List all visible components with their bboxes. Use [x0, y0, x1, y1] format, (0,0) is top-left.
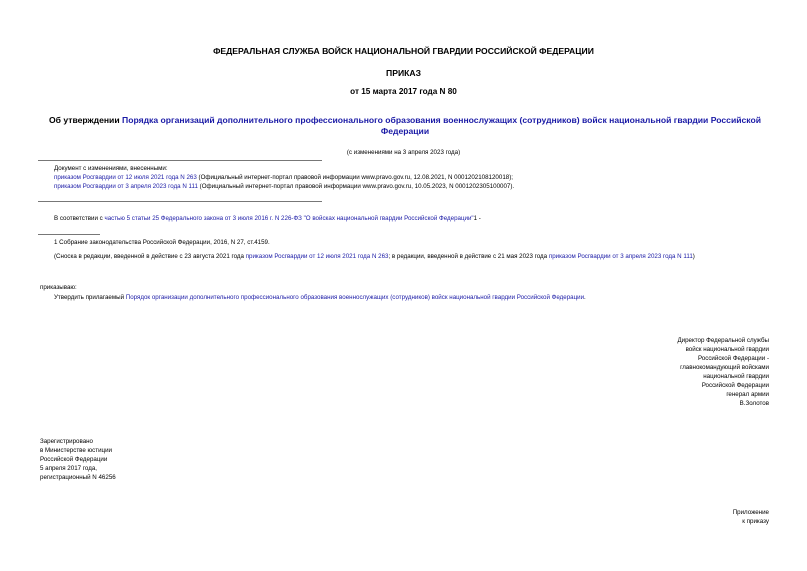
changes-intro: Документ с изменениями, внесенными:: [54, 165, 168, 172]
signature-line: генерал армии: [726, 391, 769, 398]
title-prefix: Об утверждении: [48, 115, 123, 125]
agency-name: ФЕДЕРАЛЬНАЯ СЛУЖБА ВОЙСК НАЦИОНАЛЬНОЙ ГВАРДИИ РОССИЙСКОЙ ФЕДЕРАЦИИ: [213, 46, 594, 56]
registration-line: регистрационный N 46256: [40, 474, 116, 481]
signature-line: главнокомандующий войсками: [680, 364, 769, 371]
signature-line: национальной гвардии: [703, 373, 769, 380]
appendix-line: к приказу: [742, 518, 769, 525]
separator-bottom: [38, 201, 322, 202]
basis-prefix: В соответствии с: [54, 215, 105, 222]
registration-block: [40, 437, 240, 482]
footnote-text: 1 Собрание законодательства Российской Федерации, 2016, N 27, ст.4159.: [54, 239, 270, 246]
change-source: (Официальный интернет-портал правовой информации www.pravo.gov.ru, 12.08.2021, N 0001202108120018);: [196, 174, 513, 181]
signature-line: Российской Федерации -: [697, 355, 769, 362]
order-word: приказываю:: [40, 284, 77, 291]
change-item: [54, 173, 774, 182]
footnote-revision-text: ; в редакции, введенной в действие с 21 мая 2023 года: [388, 253, 549, 260]
footnote-link-2021[interactable]: приказом Росгвардии от 12 июля 2021 года N 263: [245, 253, 389, 260]
registration-line: Зарегистрировано: [40, 438, 93, 445]
footnote-revision-text: (Сноска в редакции, введенной в действие с 23 августа 2021 года: [54, 253, 246, 260]
registration-line: в Министерстве юстиции: [40, 447, 113, 454]
basis-law-link[interactable]: частью 5 статьи 25 Федерального закона от 3 июля 2016 г. N 226-ФЗ "О войсках национальной гвардии Российской Федерации": [104, 215, 474, 222]
footnote-separator: [38, 234, 100, 235]
change-source: (Официальный интернет-портал правовой информации www.pravo.gov.ru, 10.05.2023, N 0001202305100007).: [197, 183, 515, 190]
separator-top: [38, 160, 322, 161]
footnote-revision: [40, 252, 768, 261]
footnote-link-2023[interactable]: приказом Росгвардии от 3 апреля 2023 года N 111: [548, 253, 693, 260]
registration-line: Российской Федерации: [40, 456, 108, 463]
change-item: [54, 182, 774, 191]
title-link[interactable]: Порядка организаций дополнительного профессионального образования военнослужащих (сотрудников) войск национальной гвардии Российской Федерации: [122, 115, 762, 136]
document-date-number: от 15 марта 2017 года N 80: [350, 87, 457, 96]
registration-line: 5 апреля 2017 года,: [40, 465, 97, 472]
order-suffix: .: [584, 294, 586, 301]
appendix-block: [609, 508, 769, 526]
document-type: ПРИКАЗ: [386, 68, 421, 78]
document-title: [40, 115, 770, 137]
procedure-link[interactable]: Порядок организации дополнительного профессионального образования военнослужащих (сотрудников) войск национальной гвардии Российской Федерации: [125, 294, 585, 301]
signature-block: [549, 336, 769, 408]
signature-line: Директор Федеральной службы: [677, 337, 769, 344]
change-link-2021[interactable]: приказом Росгвардии от 12 июля 2021 года N 263: [54, 174, 197, 181]
change-link-2023[interactable]: приказом Росгвардии от 3 апреля 2023 года N 111: [54, 183, 198, 190]
appendix-line: Приложение: [732, 509, 769, 516]
signature-line: Российской Федерации: [701, 382, 769, 389]
order-paragraph: [54, 293, 774, 302]
revision-note: (с изменениями на 3 апреля 2023 года): [346, 149, 461, 156]
footnote-revision-text: ): [692, 253, 695, 260]
changes-block: [54, 164, 774, 191]
basis-suffix: 1 -: [473, 215, 481, 222]
order-prefix: Утвердить прилагаемый: [54, 294, 126, 301]
signature-line: войск национальной гвардии: [685, 346, 769, 353]
signature-name: В.Золотов: [739, 400, 769, 407]
basis-paragraph: [54, 214, 774, 223]
